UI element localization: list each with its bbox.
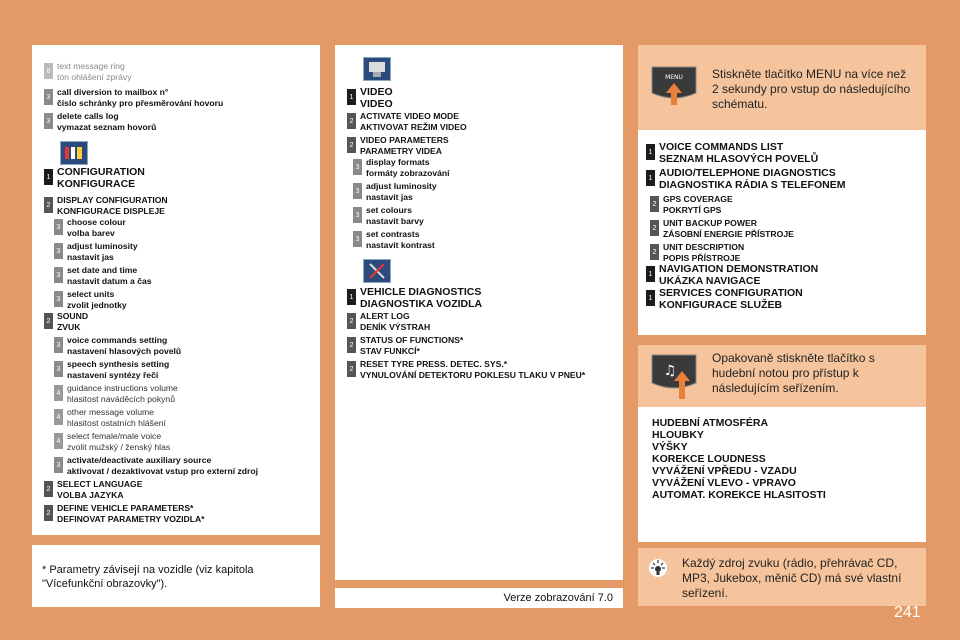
menu-item-level-4 [54,407,166,429]
menu-item-label: call diversion to mailbox n° [57,87,169,97]
menu-item-level-2 [44,503,205,525]
level-badge: 2 [44,313,53,329]
menu-item-level-3 [54,265,152,287]
menu-item-level-1 [347,287,482,310]
level-badge: 1 [347,89,356,105]
menu-item-label: AUDIO/TELEPHONE DIAGNOSTICS [659,167,836,179]
level-badge: 2 [44,197,53,213]
menu-item-label: SELECT LANGUAGE [57,479,143,489]
level-badge: 1 [646,266,655,282]
menu-item-level-3 [44,87,223,109]
audio-setting-item: VYVÁŽENÍ VLEVO - VPRAVO [652,477,796,489]
menu-item-level-3 [353,181,437,203]
menu-item-label: set contrasts [366,229,420,239]
level-badge: 1 [347,289,356,305]
menu-item-label: DIAGNOSTIKA VOZIDLA [360,297,483,310]
menu-item-label: aktivovat / dezaktivovat vstup pro externí zdroj [67,466,259,476]
menu-item-label: UNIT BACKUP POWER [663,218,757,228]
menu-item-label: UKÁZKA NAVIGACE [659,274,761,287]
menu-item-level-4 [54,431,170,453]
menu-item-level-2 [347,359,585,381]
level-badge: 3 [353,183,362,199]
menu-item-label: ZVUK [57,322,81,332]
menu-item-label: nastavení syntézy řeči [67,370,159,380]
menu-item-label: ALERT LOG [360,311,410,321]
level-badge: 3 [353,231,362,247]
menu-item-label: tón ohlášení zprávy [57,72,132,82]
menu-item-label: nastavit jas [366,192,413,202]
menu-item-label: AKTIVOVAT REŽIM VIDEO [360,122,467,132]
menu-item-label: activate/deactivate auxiliary source [67,455,212,465]
version-panel [335,588,623,608]
tip-panel [638,548,926,606]
menu-item-level-2 [44,195,168,217]
menu-item-level-3 [353,205,424,227]
menu-item-label: set colours [366,205,412,215]
level-badge: 2 [44,505,53,521]
level-badge: 2 [650,220,659,236]
level-badge: 3 [353,159,362,175]
menu-item-level-2 [650,242,744,264]
menu-item-label: guidance instructions volume [67,383,178,393]
menu-item-label: DISPLAY CONFIGURATION [57,195,168,205]
level-badge: 1 [44,169,53,185]
menu-item-level-3 [44,111,156,133]
menu-item-label: DEFINOVAT PARAMETRY VOZIDLA* [57,514,205,524]
menu-item-level-2 [347,335,463,357]
level-badge: 2 [650,196,659,212]
video-icon [363,57,391,81]
menu-button-icon [648,63,700,105]
menu-item-label: hlasitost ostatních hlášení [67,418,166,428]
menu-item-level-2 [44,311,88,333]
music-note-button-icon [648,353,700,401]
footnote: * Parametry závisejí na vozidle (viz kapitola "Vícefunkční obrazovky"). [42,564,254,590]
footnote-panel [32,545,320,607]
menu-button-label: MENU [665,74,683,81]
lightbulb-icon [648,558,668,578]
menu-item-label: ACTIVATE VIDEO MODE [360,111,459,121]
level-badge: 1 [646,290,655,306]
menu-item-label: display formats [366,157,430,167]
level-badge: 2 [347,313,356,329]
menu-item-label: zvolit jednotky [67,300,127,310]
level-badge: 3 [353,207,362,223]
audio-settings-panel [638,407,926,542]
menu-item-label: VIDEO [360,97,393,110]
level-badge: 1 [646,144,655,160]
audio-setting-item: HLOUBKY [652,429,704,441]
level-badge: 6 [44,63,53,79]
level-badge: 4 [54,433,63,449]
audio-settings-list [652,417,826,501]
level-badge: 3 [54,337,63,353]
menu-item-label: SOUND [57,311,89,321]
menu-item-label: DEFINE VEHICLE PARAMETERS* [57,503,194,513]
version-label: Verze zobrazování 7.0 [503,592,613,604]
menu-item-level-2 [44,479,142,501]
music-instruction-panel [638,345,926,407]
menu-item-level-3 [54,359,169,381]
level-badge: 3 [54,267,63,283]
configuration-icon [60,141,88,165]
menu-column-3 [638,130,926,335]
menu-item-label: nastavit datum a čas [67,276,152,286]
level-badge: 2 [347,113,356,129]
menu-item-level-1 [646,168,845,191]
menu-item-level-2 [347,135,449,157]
menu-item-label: KONFIGURACE DISPLEJE [57,206,165,216]
level-badge: 3 [54,291,63,307]
level-badge: 3 [54,243,63,259]
menu-item-level-1 [646,288,803,311]
menu-item-label: STAV FUNKCÍ* [360,346,420,356]
menu-item-level-3 [353,229,435,251]
tip-text: Každý zdroj zvuku (rádio, přehrávač CD, MP3, Jukebox, měnič CD) má své vlastní seřízení. [682,556,902,600]
menu-item-level-2 [650,218,794,240]
menu-item-label: volba barev [67,228,115,238]
menu-item-label: text message ring [57,61,125,71]
level-badge: 3 [44,89,53,105]
music-instruction: Opakovaně stiskněte tlačítko s hudební notou pro přístup k následujícím seřízením. [712,351,875,395]
menu-item-label: NAVIGATION DEMONSTRATION [659,263,819,275]
level-badge: 1 [646,170,655,186]
diagnostics-icon [363,259,391,283]
menu-instruction-panel [638,45,926,130]
level-badge: 4 [54,409,63,425]
menu-item-label: POKRYTÍ GPS [663,205,722,215]
audio-setting-item: HUDEBNÍ ATMOSFÉRA [652,417,769,429]
audio-setting-item: VYVÁŽENÍ VPŘEDU - VZADU [652,465,797,477]
menu-item-label: speech synthesis setting [67,359,170,369]
menu-item-label: CONFIGURATION [57,166,145,178]
menu-item-level-3 [54,217,126,239]
level-badge: 2 [347,361,356,377]
menu-item-label: DENÍK VÝSTRAH [360,322,431,332]
menu-item-label: formáty zobrazování [366,168,450,178]
level-badge: 2 [347,337,356,353]
menu-item-label: VIDEO PARAMETERS [360,135,449,145]
menu-item-label: VIDEO [360,86,393,98]
menu-item-label: ZÁSOBNÍ ENERGIE PŘÍSTROJE [663,229,794,239]
level-badge: 3 [54,361,63,377]
level-badge: 2 [44,481,53,497]
menu-column-2 [335,45,623,580]
level-badge: 2 [347,137,356,153]
level-badge: 3 [44,113,53,129]
level-badge: 2 [650,244,659,260]
menu-item-label: KONFIGURACE SLUŽEB [659,298,783,311]
menu-item-level-3 [54,455,258,477]
level-badge: 4 [54,385,63,401]
level-badge: 3 [54,457,63,473]
menu-item-level-1 [44,167,145,190]
menu-item-label: STATUS OF FUNCTIONS* [360,335,464,345]
menu-item-label: VOICE COMMANDS LIST [659,141,784,153]
audio-setting-item: AUTOMAT. KOREKCE HLASITOSTI [652,489,826,501]
menu-item-label: VYNULOVÁNÍ DETEKTORU POKLESU TLAKU V PNEU* [360,370,586,380]
menu-item-label: nastavit jas [67,252,114,262]
svg-text:♫: ♫ [663,363,677,379]
menu-item-label: delete calls log [57,111,119,121]
menu-item-level-3 [353,157,450,179]
menu-item-label: hlasitost naváděcích pokynů [67,394,175,404]
menu-item-label: KONFIGURACE [57,177,136,190]
menu-item-label: GPS COVERAGE [663,194,733,204]
menu-item-label: select female/male voice [67,431,162,441]
menu-item-level-3 [54,241,138,263]
audio-setting-item: VÝŠKY [652,441,688,453]
menu-column-1 [32,45,320,535]
menu-item-label: select units [67,289,115,299]
level-badge: 3 [54,219,63,235]
menu-item-label: adjust luminosity [67,241,138,251]
menu-item-label: nastavit kontrast [366,240,435,250]
menu-item-level-3 [54,289,127,311]
menu-item-label: nastavení hlasových povelů [67,346,182,356]
menu-item-level-1 [347,87,393,110]
menu-item-label: VOLBA JAZYKA [57,490,124,500]
menu-item-label: set date and time [67,265,138,275]
audio-setting-item: KOREKCE LOUDNESS [652,453,766,465]
menu-item-level-2 [650,194,733,216]
menu-item-label: PARAMETRY VIDEA [360,146,442,156]
menu-item-label: DIAGNOSTIKA RÁDIA S TELEFONEM [659,178,846,191]
menu-item-level-3 [54,335,181,357]
menu-item-level-4 [54,383,178,405]
menu-item-level-1 [646,264,818,287]
menu-item-label: UNIT DESCRIPTION [663,242,745,252]
menu-item-label: VEHICLE DIAGNOSTICS [360,286,482,298]
menu-item-label: adjust luminosity [366,181,437,191]
menu-item-label: voice commands setting [67,335,168,345]
menu-item-level-6 [44,61,132,83]
menu-item-label: SEZNAM HLASOVÝCH POVELŮ [659,152,819,165]
menu-item-level-1 [646,142,818,165]
menu-item-label: nastavit barvy [366,216,424,226]
menu-item-level-2 [347,111,467,133]
menu-item-label: RESET TYRE PRESS. DETEC. SYS.* [360,359,508,369]
menu-item-label: SERVICES CONFIGURATION [659,287,803,299]
menu-item-label: POPIS PŘÍSTROJE [663,253,741,263]
menu-item-level-2 [347,311,430,333]
menu-instruction: Stiskněte tlačítko MENU na více než 2 sekundy pro vstup do následujícího schématu. [712,67,911,111]
menu-item-label: choose colour [67,217,126,227]
menu-item-label: číslo schránky pro přesměrování hovoru [57,98,224,108]
menu-item-label: zvolit mužský / ženský hlas [67,442,171,452]
page-number: 241 [894,604,921,621]
menu-item-label: other message volume [67,407,154,417]
menu-item-label: vymazat seznam hovorů [57,122,157,132]
